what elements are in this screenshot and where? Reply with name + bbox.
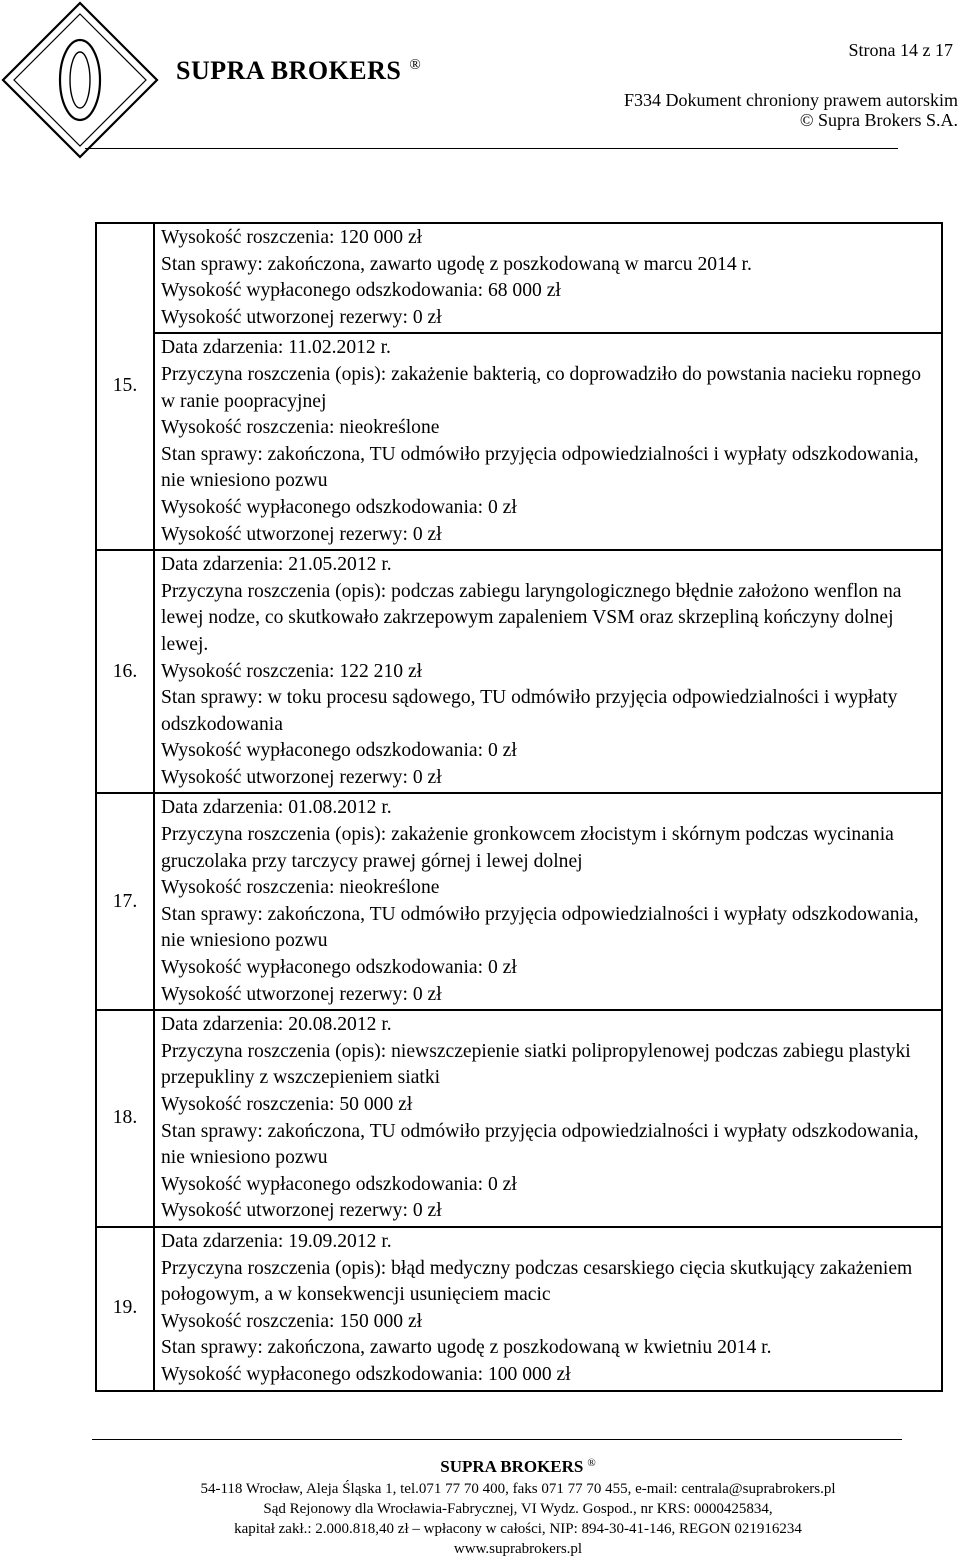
brand-name: SUPRA BROKERS <box>176 56 402 85</box>
claim-line: Wysokość wypłaconego odszkodowania: 0 zł <box>161 1173 517 1195</box>
claim-line: Stan sprawy: zakończona, zawarto ugodę z poszkodowaną w marcu 2014 r. <box>161 253 752 275</box>
claims-table <box>95 222 943 1392</box>
brand-title <box>176 56 421 86</box>
claim-line: Wysokość wypłaconego odszkodowania: 0 zł <box>161 496 517 518</box>
claim-line: Data zdarzenia: 21.05.2012 r. <box>161 554 392 576</box>
claim-line: Stan sprawy: w toku procesu sądowego, TU odmówiło przyjęcia odpowiedzialności i wypłaty odszkodowania <box>161 687 898 735</box>
claim-line: Wysokość roszczenia: nieokreślone <box>161 877 440 899</box>
claim-details <box>154 223 942 333</box>
claim-line: Wysokość utworzonej rezerwy: 0 zł <box>161 766 442 788</box>
claim-line: Wysokość utworzonej rezerwy: 0 zł <box>161 523 442 545</box>
claim-line: Przyczyna roszczenia (opis): zakażenie gronkowcem złocistym i skórnym podczas wycinania gruczolaka przy tarczycy prawej górnej i lewej dolnej <box>161 824 894 872</box>
registered-mark: ® <box>409 57 422 73</box>
claim-line: Wysokość utworzonej rezerwy: 0 zł <box>161 983 442 1005</box>
table-row <box>96 333 942 550</box>
claim-line: Data zdarzenia: 11.02.2012 r. <box>161 337 391 359</box>
claim-line: Stan sprawy: zakończona, TU odmówiło przyjęcia odpowiedzialności i wypłaty odszkodowania, nie wniesiono pozwu <box>161 903 919 952</box>
claim-details <box>154 1010 942 1227</box>
claim-number: 19. <box>96 1227 154 1391</box>
claim-line: Stan sprawy: zakończona, zawarto ugodę z poszkodowaną w kwietniu 2014 r. <box>161 1337 772 1359</box>
claim-number: 16. <box>96 550 154 793</box>
claim-number: 15. <box>96 223 154 550</box>
claim-line: Wysokość wypłaconego odszkodowania: 0 zł <box>161 957 517 979</box>
claim-line: Przyczyna roszczenia (opis): podczas zabiegu laryngologicznego błędnie założono wenflon na lewej nodze, co skutkowało zakrzepowym zapaleniem VSM oraz skrzepliną kończyny dolnej lewej. <box>161 580 902 655</box>
claim-line: Wysokość wypłaconego odszkodowania: 0 zł <box>161 740 517 762</box>
table-row <box>96 1010 942 1227</box>
claim-details <box>154 333 942 550</box>
claim-line: Data zdarzenia: 19.09.2012 r. <box>161 1230 392 1252</box>
footer-registered-mark: ® <box>587 1457 596 1469</box>
claim-line: Stan sprawy: zakończona, TU odmówiło przyjęcia odpowiedzialności i wypłaty odszkodowania, nie wniesiono pozwu <box>161 443 919 492</box>
header-divider <box>85 148 898 149</box>
claim-line: Wysokość utworzonej rezerwy: 0 zł <box>161 306 442 328</box>
footer-capital: kapitał zakł.: 2.000.818,40 zł – wpłacony w całości, NIP: 894-30-41-146, REGON 021916234 <box>234 1521 802 1537</box>
table-row <box>96 1227 942 1391</box>
claim-line: Wysokość roszczenia: nieokreślone <box>161 417 440 439</box>
document-code: F334 Dokument chroniony prawem autorskim <box>624 90 958 110</box>
footer-court-registration: Sąd Rejonowy dla Wrocławia-Fabrycznej, VI Wydz. Gospod., nr KRS: 0000425834, <box>263 1501 773 1517</box>
claim-line: Wysokość roszczenia: 150 000 zł <box>161 1310 423 1332</box>
claim-details <box>154 1227 942 1391</box>
claim-line: Wysokość roszczenia: 120 000 zł <box>161 227 423 248</box>
table-row <box>96 223 942 333</box>
claim-line: Przyczyna roszczenia (opis): zakażenie bakterią, co doprowadziło do powstania nacieku ropnego w ranie poopracyjnej <box>161 363 922 412</box>
claim-line: Wysokość utworzonej rezerwy: 0 zł <box>161 1200 442 1222</box>
claim-line: Data zdarzenia: 01.08.2012 r. <box>161 797 392 819</box>
claim-line: Data zdarzenia: 20.08.2012 r. <box>161 1014 392 1036</box>
footer-website-link[interactable]: www.suprabrokers.pl <box>453 1541 583 1557</box>
claim-line: Stan sprawy: zakończona, TU odmówiło przyjęcia odpowiedzialności i wypłaty odszkodowania, nie wniesiono pozwu <box>161 1120 919 1169</box>
claim-details <box>154 550 942 793</box>
footer-brand <box>0 1457 960 1477</box>
footer-address: 54-118 Wrocław, Aleja Śląska 1, tel.071 77 70 400, faks 071 77 70 455, e-mail: centrala@suprabrokers.pl <box>200 1481 836 1497</box>
copyright-notice: © Supra Brokers S.A. <box>799 110 958 130</box>
claim-line: Wysokość roszczenia: 122 210 zł <box>161 660 423 682</box>
claim-number: 18. <box>96 1010 154 1227</box>
claim-number: 17. <box>96 793 154 1010</box>
claim-line: Przyczyna roszczenia (opis): błąd medyczny podczas cesarskiego cięcia skutkujący zakażeniem połogowym, a w konsekwencji usunięciem macic <box>161 1257 913 1306</box>
table-row <box>96 793 942 1010</box>
claim-line: Przyczyna roszczenia (opis): niewszczepienie siatki polipropylenowej podczas zabiegu plastyki przepukliny z wszczepieniem siatki <box>161 1040 911 1089</box>
footer-divider <box>92 1439 902 1440</box>
claim-line: Wysokość wypłaconego odszkodowania: 100 000 zł <box>161 1363 571 1385</box>
footer-brand-name: SUPRA BROKERS <box>440 1457 584 1476</box>
claim-line: Wysokość wypłaconego odszkodowania: 68 000 zł <box>161 280 561 302</box>
table-row <box>96 550 942 793</box>
claim-details <box>154 793 942 1010</box>
supra-brokers-logo <box>0 0 160 160</box>
page-number: Strona 14 z 17 <box>848 40 953 60</box>
claim-line: Wysokość roszczenia: 50 000 zł <box>161 1094 413 1115</box>
